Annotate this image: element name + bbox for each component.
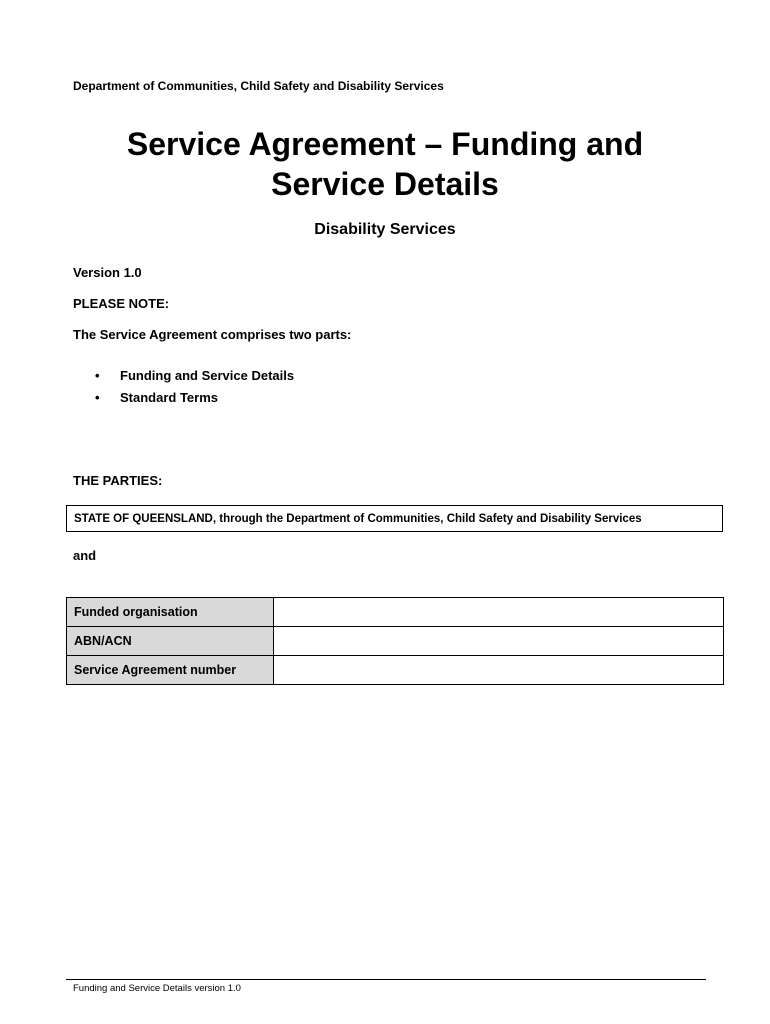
parts-list <box>95 364 294 408</box>
service-agreement-number-field[interactable] <box>274 656 724 685</box>
footer-divider <box>66 979 706 980</box>
list-item-label: Standard Terms <box>120 389 219 405</box>
version-label: Version 1.0 <box>73 265 142 280</box>
table-row <box>67 598 724 627</box>
list-item <box>95 386 294 408</box>
table-row <box>67 627 724 656</box>
table-row <box>67 656 724 685</box>
parties-heading: THE PARTIES: <box>73 473 163 488</box>
please-note-label: PLEASE NOTE: <box>73 296 170 311</box>
state-party-text: STATE OF QUEENSLAND, through the Department of Communities, Child Safety and Disability Services <box>74 512 642 525</box>
title-line-2: Service Details <box>271 166 499 202</box>
list-item <box>95 364 294 386</box>
bullet-icon: • <box>95 367 100 383</box>
funded-organisation-label: Funded organisation <box>67 598 274 627</box>
department-header: Department of Communities, Child Safety and Disability Services <box>73 79 444 93</box>
document-subtitle: Disability Services <box>314 221 456 238</box>
footer-text: Funding and Service Details version 1.0 <box>73 983 241 994</box>
bullet-icon: • <box>95 389 100 405</box>
abn-acn-label: ABN/ACN <box>67 627 274 656</box>
title-line-1: Service Agreement – Funding and <box>126 126 644 162</box>
service-agreement-number-label: Service Agreement number <box>67 656 274 685</box>
abn-acn-field[interactable] <box>274 627 724 656</box>
state-party-box <box>66 505 723 532</box>
document-title <box>0 124 770 204</box>
comprises-text: The Service Agreement comprises two parts: <box>73 327 352 342</box>
and-label: and <box>73 548 97 563</box>
funded-organisation-field[interactable] <box>274 598 724 627</box>
list-item-label: Funding and Service Details <box>120 367 295 383</box>
funded-organisation-table <box>66 597 724 685</box>
